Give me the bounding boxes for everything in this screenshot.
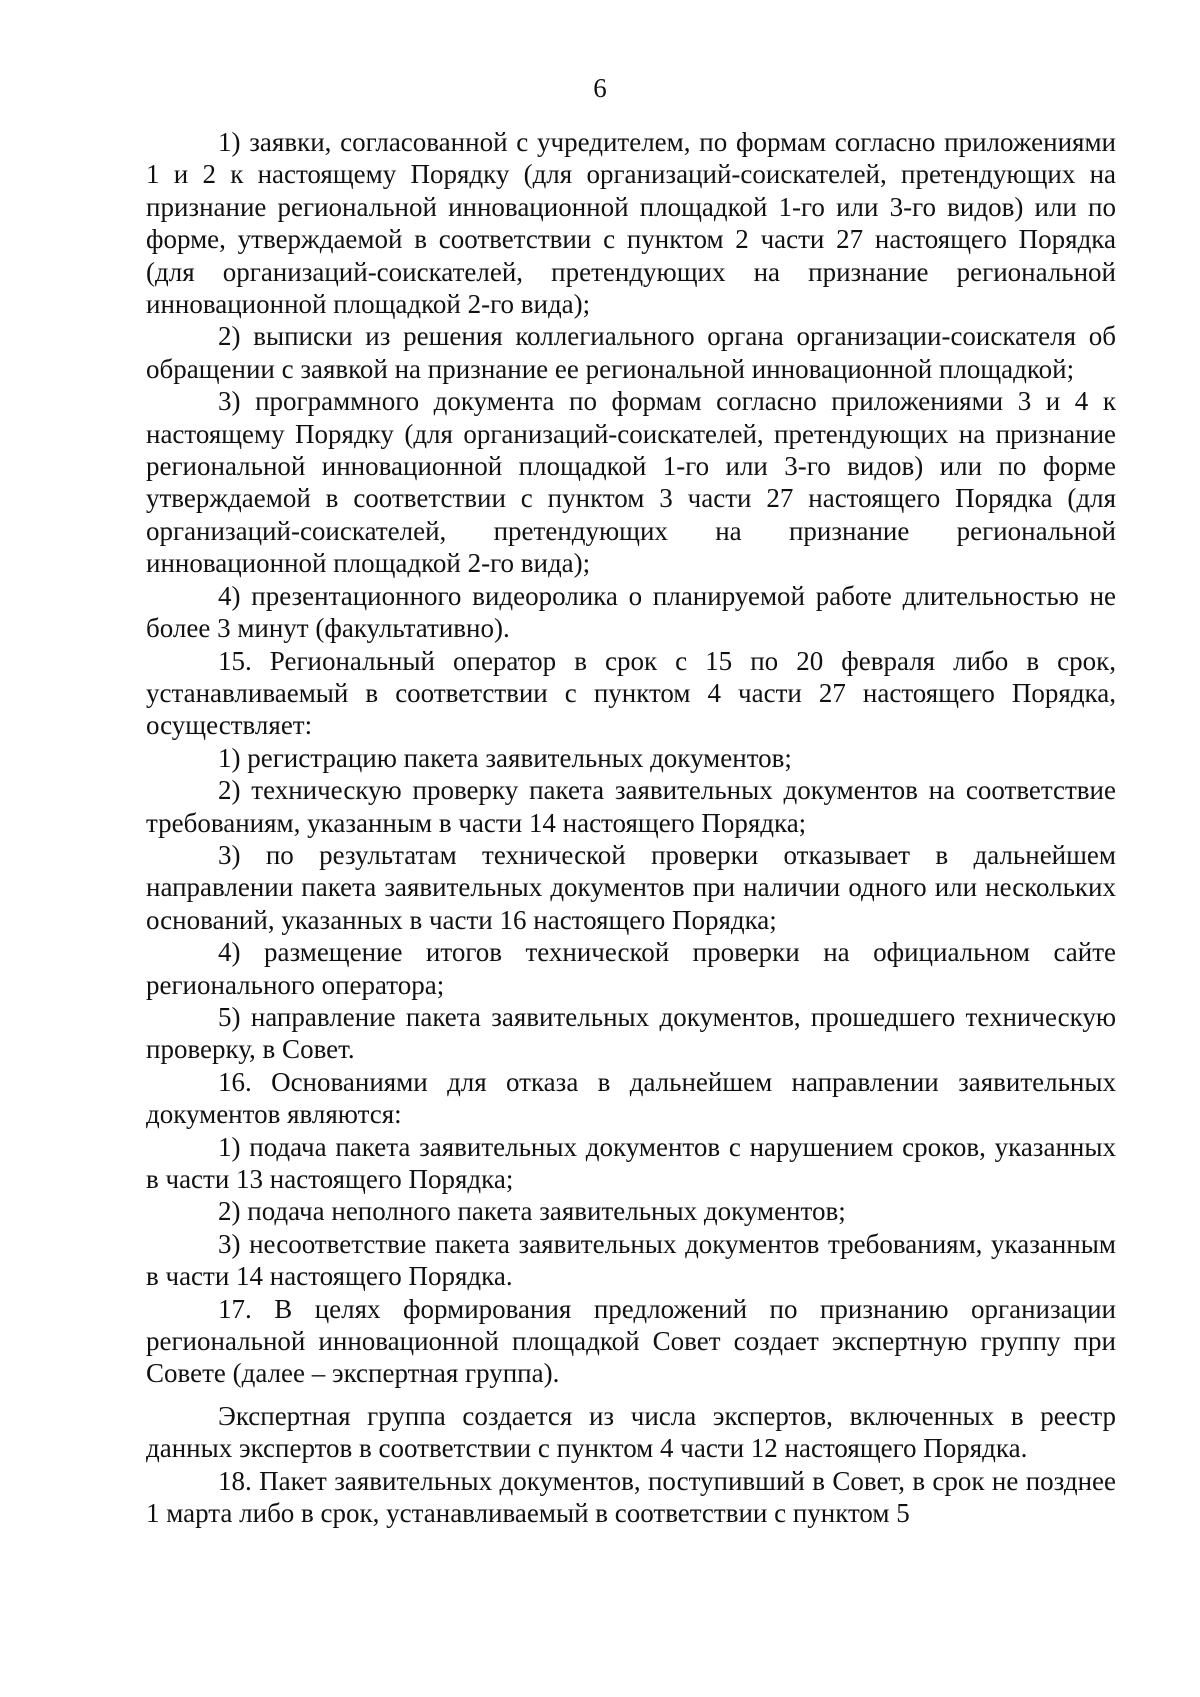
paragraph-14-item-1: 1) заявки, согласованной с учредителем, по формам согласно приложениями 1 и 2 к настоящему Порядку (для организаций-соискателей, претендующих на признание региональной инновационной площадкой 1-го или 3-го видов) или по форме, утверждаемой в соответствии с пунктом 2 части 27 настоящего Порядка (для организаций-соискателей, претендующих на признание региональной инновационной площадкой 2-го вида);: [146, 127, 1116, 320]
paragraph-16-item-3: 3) несоответствие пакета заявительных документов требованиям, указанным в части 14 настоящего Порядка.: [146, 1228, 1116, 1292]
paragraph-16-item-2: 2) подача неполного пакета заявительных документов;: [218, 1196, 846, 1227]
paragraph-17: 17. В целях формирования предложений по признанию организации региональной инновационной площадкой Совет создает экспертную группу при Совете (далее – экспертная группа).: [146, 1293, 1116, 1389]
paragraph-15-item-4: 4) размещение итогов технической проверки на официальном сайте регионального оператора;: [146, 937, 1116, 1000]
page-number: 6: [593, 73, 607, 103]
paragraph-15-item-1: 1) регистрацию пакета заявительных документов;: [218, 742, 792, 773]
paragraph-16: 16. Основаниями для отказа в дальнейшем направлении заявительных документов являются:: [146, 1066, 1116, 1130]
paragraph-15-item-2: 2) техническую проверку пакета заявительных документов на соответствие требованиям, указанным в части 14 настоящего Порядка;: [146, 775, 1116, 838]
paragraph-15: 15. Региональный оператор в срок с 15 по 20 февраля либо в срок, устанавливаемый в соответствии с пунктом 4 части 27 настоящего Порядка, осуществляет:: [146, 645, 1116, 741]
paragraph-14-item-2: 2) выписки из решения коллегиального органа организации-соискателя об обращении с заявкой на признание ее региональной инновационной площадкой;: [146, 321, 1116, 384]
paragraph-14-item-3: 3) программного документа по формам согласно приложениями 3 и 4 к настоящему Порядку (для организаций-соискателей, претендующих на признание региональной инновационной площадкой 1-го или 3-го видов) или по форме утверждаемой в соответствии с пунктом 3 части 27 настоящего Порядка (для организаций-соискателей, претендующих на признание региональной инновационной площадкой 2-го вида);: [146, 386, 1116, 579]
paragraph-15-item-5: 5) направление пакета заявительных документов, прошедшего техническую проверку, в Совет.: [146, 1001, 1116, 1065]
paragraph-15-item-3: 3) по результатам технической проверки отказывает в дальнейшем направлении пакета заявительных документов при наличии одного или нескольких оснований, указанных в части 16 настоящего Порядка;: [146, 839, 1116, 935]
document-body: [146, 126, 1116, 1529]
paragraph-16-item-1: 1) подача пакета заявительных документов с нарушением сроков, указанных в части 13 настоящего Порядка;: [146, 1131, 1116, 1194]
paragraph-17-expert-group: Экспертная группа создается из числа экспертов, включенных в реестр данных экспертов в соответствии с пунктом 4 части 12 настоящего Порядка.: [146, 1400, 1116, 1464]
paragraph-14-item-4: 4) презентационного видеоролика о планируемой работе длительностью не более 3 минут (факультативно).: [146, 580, 1116, 644]
paragraph-18: 18. Пакет заявительных документов, поступивший в Совет, в срок не позднее 1 марта либо в срок, устанавливаемый в соответствии с пунктом 5: [146, 1465, 1116, 1529]
